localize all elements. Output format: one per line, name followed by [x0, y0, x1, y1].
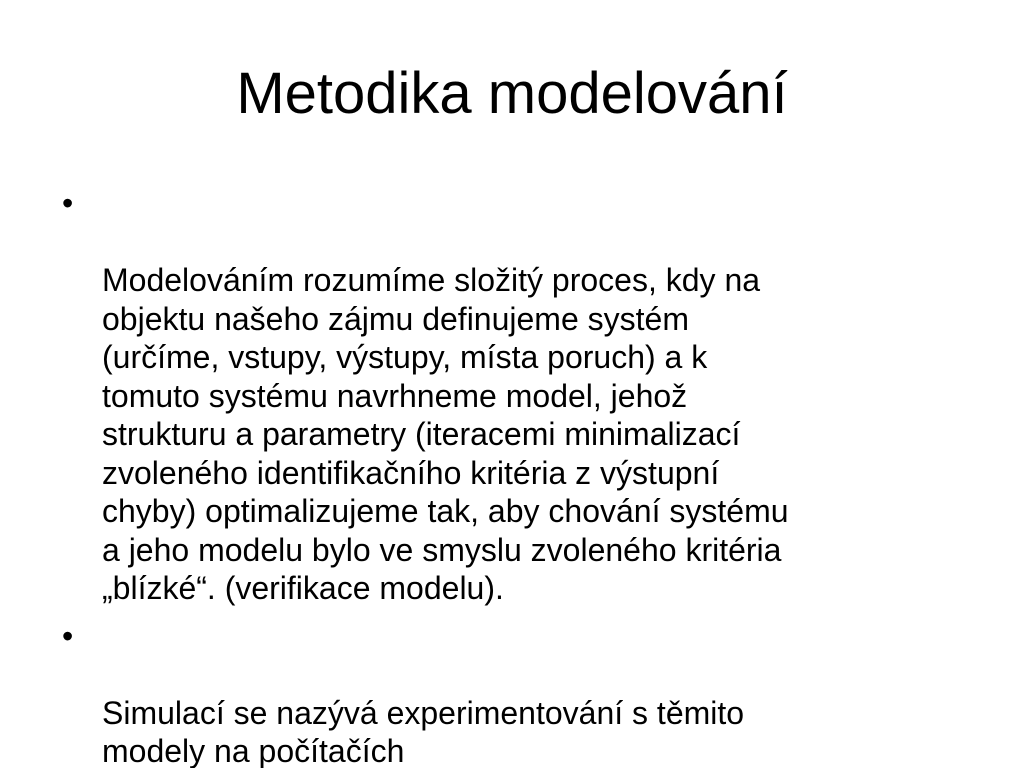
bullet-icon: •: [62, 617, 74, 654]
slide-title: Metodika modelování: [236, 61, 788, 126]
bullet-text: Simulací se nazývá experimentování s těmito modely na počítačích: [102, 694, 745, 768]
bullet-text: Modelováním rozumíme složitý proces, kdy na objektu našeho zájmu definujeme systém (určíme, vstupy, výstupy, místa poruch) a k tomuto systému navrhneme model, jehož strukturu a parametry (iteracemi minimalizací zvoleného identifikačního kritéria z výstupní chyby) optimalizujeme tak, aby chování systému a jeho modelu bylo ve smyslu zvoleného kritéria „blízké“. (verifikace modelu).: [102, 262, 789, 606]
bullet-item-modelovani: [62, 184, 972, 608]
bullet-item-simulace: [62, 617, 972, 768]
bullet-list: [62, 184, 972, 768]
bullet-icon: •: [62, 185, 74, 221]
